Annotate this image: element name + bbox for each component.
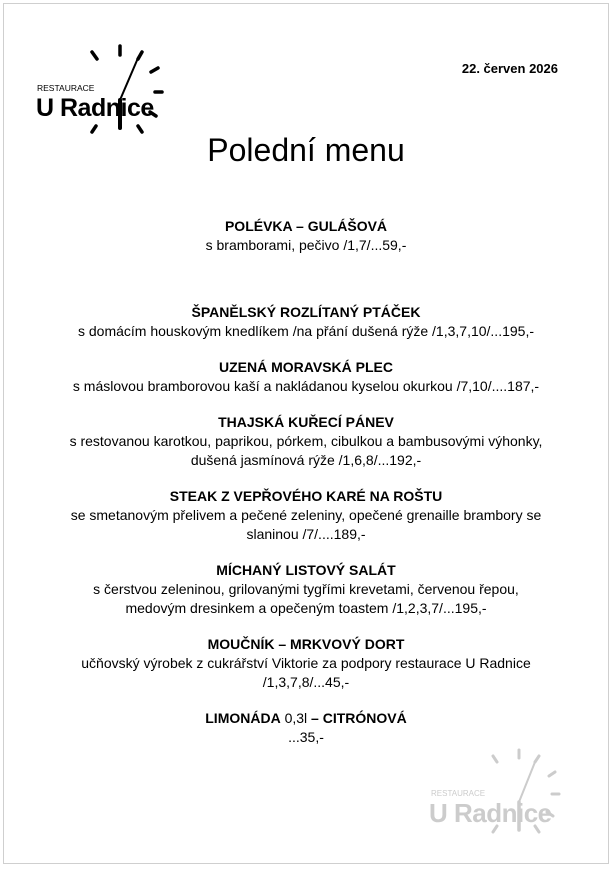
- item-desc-line: medovým dresinkem a opečeným toastem /1,2,3,7/...195,-: [125, 600, 487, 616]
- svg-text:RESTAURACE: RESTAURACE: [431, 789, 486, 798]
- item-desc: [4, 654, 608, 692]
- menu-list: [4, 216, 608, 763]
- item-desc-line: /1,3,7,8/...45,-: [262, 674, 350, 690]
- item-desc: [4, 506, 608, 544]
- item-desc-line: dušená jasmínová rýže /1,6,8/...192,-: [190, 452, 422, 468]
- item-name: MÍCHANÝ LISTOVÝ SALÁT: [216, 562, 396, 578]
- item-desc: s bramborami, pečivo /1,7/...59,-: [205, 237, 407, 253]
- item-desc-line: učňovský výrobek z cukrářství Viktorie za podpory restaurace U Radnice: [81, 655, 531, 671]
- menu-item: [4, 560, 608, 618]
- item-name-main: LIMONÁDA: [205, 710, 281, 726]
- item-volume: 0,3l: [280, 710, 312, 726]
- item-name: UZENÁ MORAVSKÁ PLEC: [219, 359, 393, 375]
- svg-text:U Radnice: U Radnice: [429, 798, 552, 828]
- item-desc: s domácím houskovým knedlíkem /na přání dušená rýže /1,3,7,10/...195,-: [77, 323, 534, 339]
- restaurant-logo: [34, 40, 174, 144]
- menu-item: [4, 486, 608, 544]
- menu-item: [4, 412, 608, 470]
- menu-item: [4, 357, 608, 396]
- watermark-logo: [429, 746, 579, 846]
- menu-item: [4, 302, 608, 341]
- item-desc: ...35,-: [288, 729, 324, 745]
- item-name: POLÉVKA – GULÁŠOVÁ: [224, 218, 388, 234]
- item-name-variant: – CITRÓNOVÁ: [311, 710, 407, 726]
- menu-item: [4, 216, 608, 255]
- item-desc: s máslovou bramborovou kaší a nakládanou kyselou okurkou /7,10/....187,-: [72, 378, 540, 394]
- item-name: MOUČNÍK – MRKVOVÝ DORT: [207, 636, 405, 652]
- menu-page: [3, 3, 609, 864]
- item-desc-line: s čerstvou zeleninou, grilovanými tygřími krevetami, červenou řepou,: [93, 581, 519, 597]
- menu-item: [4, 708, 608, 747]
- item-name: [4, 708, 608, 728]
- item-name: ŠPANĚLSKÝ ROZLÍTANÝ PTÁČEK: [191, 304, 421, 320]
- item-name: THAJSKÁ KUŘECÍ PÁNEV: [218, 414, 394, 430]
- item-desc: [4, 580, 608, 618]
- item-desc-line: s restovanou karotkou, paprikou, pórkem, cibulkou a bambusovými výhonky,: [69, 433, 543, 449]
- menu-date: 22. červen 2026: [461, 61, 558, 76]
- item-desc-line: se smetanovým přelivem a pečené zeleniny, opečené grenaille brambory se: [70, 507, 542, 523]
- svg-text:RESTAURACE: RESTAURACE: [37, 83, 95, 93]
- item-desc: [4, 432, 608, 470]
- item-name: STEAK Z VEPŘOVÉHO KARÉ NA ROŠTU: [169, 488, 443, 504]
- page-title: Polední menu: [207, 132, 405, 168]
- menu-item: [4, 634, 608, 692]
- item-desc-line: slaninou /7/....189,-: [246, 526, 366, 542]
- svg-text:U Radnice: U Radnice: [36, 94, 154, 122]
